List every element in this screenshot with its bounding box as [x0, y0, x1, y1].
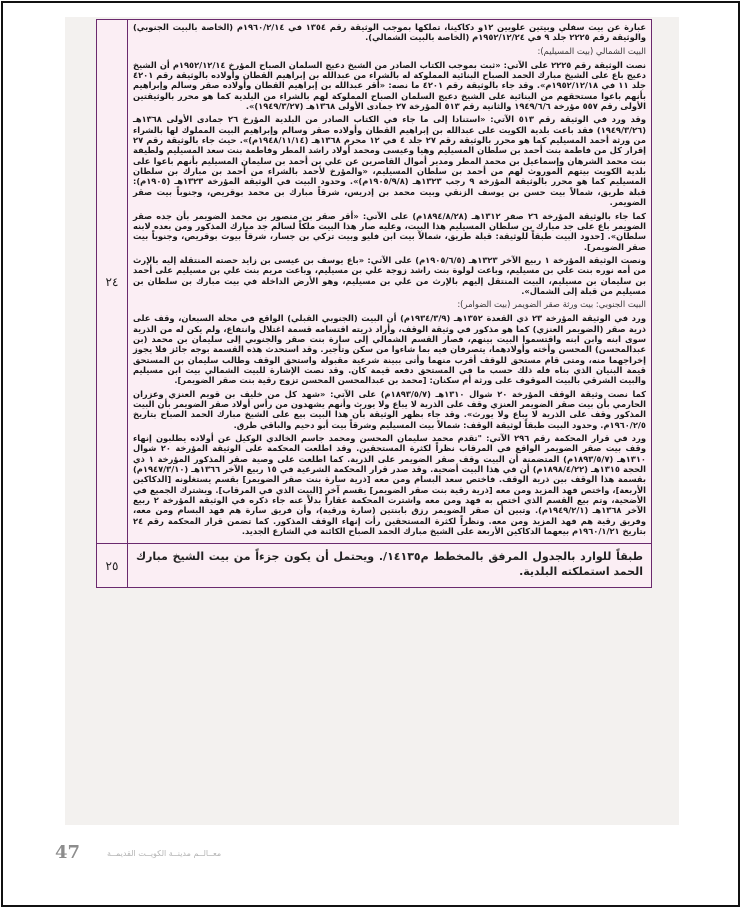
page-number: 47 [55, 842, 81, 863]
row-number: ٢٥ [97, 544, 128, 588]
paragraph: ونصت الوثيقة المؤرخة ١ ربيع الآخر ١٣٢٣هـ (١٩٠٥/٦/٥م) على الآتي: «باع يوسف بن عيسى بن زايد حصته المنتقلة إليه بالإرث من أمه نوره بنت علي بن مسيليم، وباعت لولوة بنت راشد زوجة علي بن مسيليم، وباعت مريم بنت علي بن مسيليم على أحمد بن سليمان بن مسيليم، البيت المنتقل إليهم بالإرث من علي بن مسيليم، وهو الأرض الداخلة في بيت مبارك بن سلطان بن مسيليم من قبلة إلى الشمال». [133, 254, 646, 296]
book-title: معــالــم مدينــة الكويــت القديمــة [107, 849, 222, 858]
paragraph: كما جاء بالوثيقة المؤرخة ٢٦ صفر ١٣١٢هـ (١٨٩٤/٨/٢٨م) على الآتي: «أقر صقر بن منصور بن محمد الضويمر بأن جده صقر الضويمر باع على جد مبارك بن سلطان المسيليم هذا البيت، وعليه صار هذا البيت ملكاً لسالم جد مبارك المذكور ومن بعده لابنه سلطان». [حدود البيت طبقاً للوثيقة: قبلة طريق، شمالاً بيت ابن فليو وبيت تركي بن جسار، شرقاً بيوت بوقريص، وجنوباً بيت صقر الضويمر]. [133, 210, 646, 252]
section-heading: البيت الشمالي (بيت المسيليم): [537, 45, 646, 56]
paragraph: ورد في الوثيقة المؤرخة ٢٣ ذي القعدة ١٣٥٢هـ (١٩٣٤/٣/٩م) أن البيت (الجنوبي القبلي) الواقع في محلة السبعان، وقف على ذرية صقر (الضويمر العنزي) كما هو مذكور في وثيقة الوقف، وأراد ذريته اقتسامه قسمة اغتلال وانتفاع، ولم يكن له من الذرية سوى ابنه وابن ابنه واقتسموا البيت بينهم، فصار القسم الشمالي إلى سارة بنت صقر والجنوبي إلى سليمان بن محمد (بن عبدالمحسن) المحسن وأخته وأولادهما، يتصرفان فيه بما شاءوا من سكن وتأجير. وقد استحدث هذه القسمة بوجه جائز فلا يجوز إخراجهما منه، ومتى قام مستحق للوقف أقرب منهما وأتى ببينة شرعية مقبولة واستحق الوقف وطالب سليمان بن المستحق قيمة البنيان الذي بناه فله ذلك حسب ما في المستحق دفعه قيمة كان. وقد نصت الإشارة للبيت الشمالي بيت ابن مسيليم والبيت الشرقي بالبيت الموقوف على ورثة أم سكنان: [محمد بن عبدالمحسن المحسن تزوج رقية بنت صقر الضويمر]. [133, 313, 646, 386]
paragraph: وقد ورد في الوثيقة رقم ٥١٣ الآتي: «استنادا إلى ما جاء في الكتاب الصادر من البلدية المؤرخ ٢٦ جمادى الأولى ١٣٦٨هـ (١٩٤٩/٣/٢٦) فقد باعت بلدية الكويت على عبدالله بن إبراهيم القطان وأولاده صقر وسالم وإبراهيم البيت المملوك لها بالشراء من ورثة أحمد المسيليم كما هو محرر بالوثيقة رقم ٢٧ جلد ٤ في ١٢ محرم ١٣٦٨هـ (١٩٤٨/١١/١٤م)». حيث جاء بالوثيقة رقم ٢٧ إقرار كل من فاطمة بنت أحمد بن سلطان المسيليم وهيا وعيسى ومحمد أولاد راشد المطر وفاطمة بنت سعد المسيليم ولطيفة بنت محمد الشرهان وإسماعيل بن محمد المطر ومدير أموال القاصرين عن علي بن أحمد بن سليمان المسيليم بأنهم باعوا على بلدية الكويت بيتهم الموروث لهم من أحمد بن سلطان المسيليم، «والمؤرخ لأحمد بالشراء من أحمد بن مبارك بن سلطان المسيليم كما هو محرر بالوثيقة المؤرخة ٩ رجب ١٣٢٣هـ (١٩٠٥/٩/٨م)». وحدود البيت في الوثيقة المؤرخة ١٣٢٣هـ (١٩٠٥م): قبلة طريق، شمالاً بيت حسن بن يوسف الزنقي وبيت محمد بن إدريس، شرقاً مبارك بن محمد بوقريص، وجنوباً بيت صقر الضويمر. [133, 114, 647, 208]
row-25-content [128, 544, 652, 588]
paragraph: طبقاً للوارد بالجدول المرفق بالمخطط م١٤١٣٥/. ويحتمل أن يكون جزءاً من بيت الشيخ مبارك الحمد استملكته البلدية. [136, 550, 643, 579]
table-row [97, 20, 652, 544]
paragraph: كما نصت وثيقة الوقف المؤرخة ٢٠ شوال ١٣١٠هـ (١٨٩٣/٥/٧م) على الآتي: «شهد كل من خليف بن قويم العنزي وعزران الحارمي بأن بيت صقر الضويمر العنزي وقف على الذرية لا يباع ولا يورث وأنهم يشهدون من رأس أولاد صقر الضويمر بأن البيت المذكور وقف على الذرية لا يباع ولا يورث». وقد جاء بظهر الوثيقة بأن هذا البيت بيع على الشيخ مبارك الحمد الصباح بتاريخ ١٩٦٠/٢/٥م. وحدود البيت طبقاً لوثيقة الوقف: شمالاً بيت المسيليم وشرقاً بيت أبو دحيم والباقي طرق. [133, 388, 646, 430]
paragraph: عبارة عن بيت سفلي وبيتين علويين ١٢و دكاكينا، تملكها بموجب الوثيقة رقم ١٣٥٤ في ١٩٦٠/٢/١٤م (الخاصة بالبيت الجنوبي) والوثيقة رقم ٢٢٢٥ جلد ٩ في ١٩٥٢/١٢/٢٤م (الخاصة بالبيت الشمالي). [133, 22, 646, 43]
paragraph: ورد في قرار المحكمة رقم ٢٩٦ الآتي: "تقدم محمد سليمان المحسن ومحمد جاسم الخالدي الوكيل عن أولاده يطلبون إنهاء وقف بيت صقر الضويمر الواقع في المرقاب نظراً لكثرة المستحقين. وقد اطلعت المحكمة على الوثيقة المؤرخة ٢٠ شوال ١٣١٠هـ (١٨٩٣/٥/٧م) المتضمنة أن البيت وقف صقر الضويمر على الذرية. كما اطلعت على وصية صقر المذكور المؤرخة ١ ذي الحجة ١٣١٥هـ (١٨٩٨/٤/٢٢م) أن في هذا البيت أضحية. وقد صدر قرار المحكمة الشرعية في ١٥ ربيع الآخر ١٣٦٦هـ (١٩٤٧/٣/١٠م) بقسمة هذا الوقف بين ذرية الوقف. فاختص سعد البسام ومن معه [ذرية سارة بنت صقر الضويمر] بقسم يستغلونه [الدكاكين الأربعة]، واختص فهد المزيد ومن معه [ذرية رقية بنت صقر الضويمر] بقسم آخر [البيت الذي في المرقاب]. ويشترك الجميع في الأضحية، وتم بيع القسم الذي اختص به فهد ومن معه واشترت المحكمة عقاراً بدلاً عنه جاء ذكره في الوثيقة المؤرخة ٢ ربيع الآخر ١٣٦٨هـ (١٩٤٩/٢/١م). وتبين أن صقر الضويمر رزق بابنتين (سارة ورقية)، وأن فريق سارة هم فهد البسام ومن معه، وفريق رقية هم فهد المزيد ومن معه. ونظراً لكثرة المستحقين رأت إنهاء الوقف المذكور. كما تضمن قرار المحكمة رقم ٢٤ بتاريخ ١٩٦٠/١/٢١م بيعهما الدكاكين الأربعة على الشيخ مبارك الحمد الصباح الكائنة في الشارع الجديد. [133, 433, 647, 537]
row-24-content [128, 20, 652, 544]
records-table [96, 19, 652, 588]
paragraph: نصت الوثيقة رقم ٢٢٢٥ على الآتي: «ثبت بموجب الكتاب الصادر من الشيخ دعيج السلمان الصباح المؤرخ ١٩٥٢/١٢/١٤م أن الشيخ دعيج باع على الشيخ مبارك الحمد الصباح البنائية المملوكة له بالشراء من عبدالله بن إبراهيم القطان وأولاده بالوثيقة رقم ٤٢٠١ جلد ١١ في ١٩٥٢/١٢/١٨م». وقد جاء بالوثيقة رقم ٤٢٠١ ما نصه: «أقر عبدالله بن إبراهيم القطان وأولاده صقر وسالم وإبراهيم بأنهم باعوا مستحقهم من البنائية على الشيخ دعيج السلمان الصباح المملوكة لهم بالشراء من البلدية كما هو محرر بالوثيقتين الأولى رقم ٥٥٧ مؤرخة ١٩٤٩/٦/٦ والثانية رقم ٥١٣ المؤرخة ٢٧ جمادى الأولى ١٣٦٨هـ (١٩٤٩/٣/٢٧)». [133, 59, 646, 112]
section-heading: البيت الجنوبي: بيت ورثة صقر الضويمر (بيت الضوامر): [457, 299, 646, 310]
row-number: ٢٤ [97, 20, 128, 544]
table-row [97, 544, 652, 588]
